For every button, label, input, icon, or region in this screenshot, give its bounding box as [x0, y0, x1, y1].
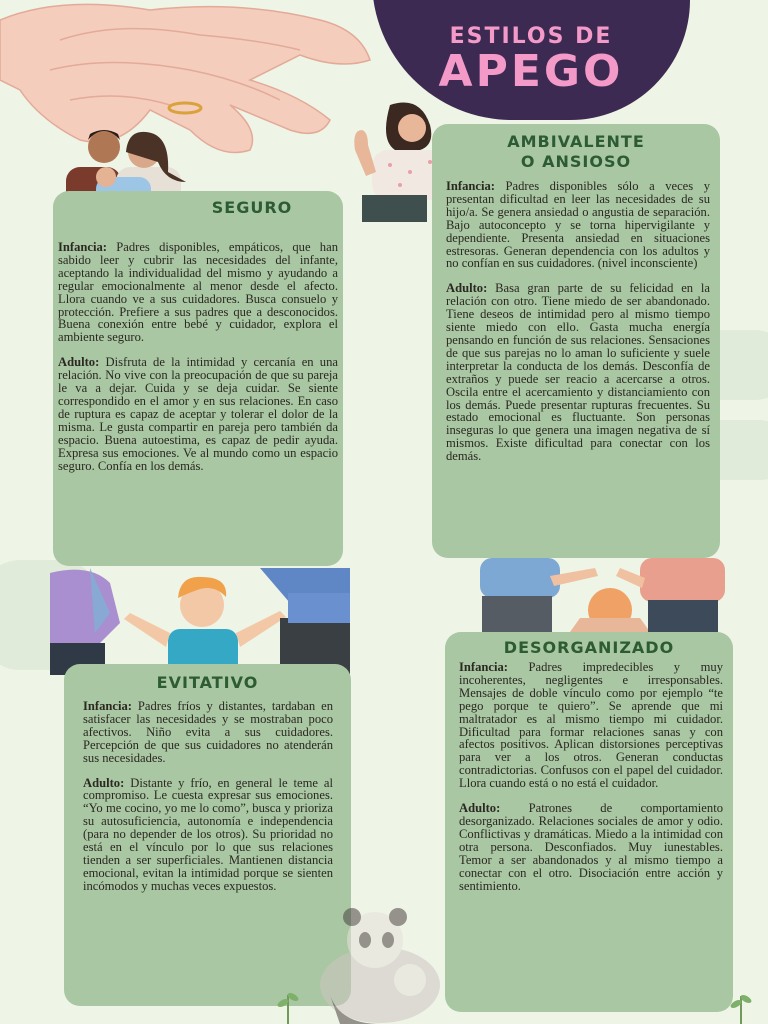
- evitativo-infancia-text: Padres fríos y distantes, tardaban en satisfacer las necesidades y se mostraban poco afectivos. Niño evita a sus cuidadores. Percepción de que sus cuidadores no atenderán sus necesidades.: [83, 699, 333, 765]
- ambivalente-title-line1: AMBIVALENTE: [507, 132, 645, 151]
- page-title-top: ESTILOS DE: [449, 24, 613, 49]
- card-desorganizado-text: [459, 661, 723, 904]
- desorganizado-infancia-label: Infancia:: [459, 660, 508, 674]
- plant-icon: [728, 990, 754, 1024]
- desorganizado-adulto-label: Adulto:: [459, 801, 501, 816]
- card-seguro-title: SEGURO: [211, 198, 293, 217]
- card-ambivalente-text: [446, 180, 710, 475]
- card-evitativo-title: EVITATIVO: [156, 673, 259, 692]
- seguro-infancia-text: Padres disponibles, empáticos, que han sabido leer y cubrir las necesidades del infante, aceptando la individualidad del mismo y ayudando a regular emocionalmente al menor desde el afecto. Llora cuando ve a sus cuidadores. Busca consuelo y protección. Prefiere a sus padres que a desconocidos. Buena conexión entre bebé y cuidador, explora el ambiente seguro.: [58, 240, 338, 345]
- panda-illustration: [300, 905, 470, 1024]
- conflict-illustration: [470, 558, 732, 632]
- desorganizado-adulto-text: Patrones de comportamiento desorganizado. Relaciones sociales de amor y odio. Conflictivas y dramáticas. Miedo a la intimidad con otra persona. Desconfiados. Muy iunestables. Temor a ser abandonados y al mismo tiempo a conectar con el otro. Disociación entre acción y sentimiento.: [459, 801, 723, 893]
- ambivalente-infancia-text: Padres disponibles sólo a veces y presentan dificultad en leer las necesidades de su hijo/a. Se genera ansiedad o angustia de separación. Bajo autoconcepto y se torna hipervigilante y dependiente. Presenta ansiedad en situaciones estresoras. Generan dependencia con los adultos y no confían en sus cuidadores. (nivel inconsciente): [446, 179, 710, 271]
- seguro-infancia-label: Infancia:: [58, 240, 107, 254]
- evitativo-adulto-label: Adulto:: [83, 775, 125, 790]
- evitativo-infancia-label: Infancia:: [83, 699, 132, 713]
- card-seguro-text: [58, 241, 338, 484]
- card-desorganizado-title: DESORGANIZADO: [503, 638, 675, 657]
- ambivalente-infancia-label: Infancia:: [446, 179, 495, 193]
- page-title: APEGO: [438, 46, 624, 97]
- card-evitativo-text: [83, 700, 333, 905]
- ambivalente-adulto-label: Adulto:: [446, 281, 488, 296]
- child-parents-illustration: [50, 563, 350, 675]
- seguro-adulto-label: Adulto:: [58, 355, 100, 370]
- seguro-adulto-text: Disfruta de la intimidad y cercanía en una relación. No vive con la preocupación de que su pareja le va a dejar. Cuida y se deja cuidar. Se siente correspondido en el amor y en sus relaciones. En caso de ruptura es capaz de aceptar y tolerar el dolor de la misma. Le gusta compartir en pareja pero también da espacio. Buena autoestima, es capaz de pedir ayuda. Expresa sus emociones. Ve al mundo como un espacio seguro. Confía en los demás.: [58, 355, 338, 473]
- plant-icon: [275, 985, 301, 1024]
- evitativo-adulto-text: Distante y frío, en general le teme al compromiso. Le cuesta expresar sus emociones. “Yo me cocino, yo me lo como”, busca y prioriza su autosuficiencia, autonomía e independencia (para no depender de los otros). Su prioridad no está en el vínculo por lo que sus relaciones tienden a ser superficiales. Mantienen distancia emocional, evitan la intimidad porque se sienten incómodos y muchas veces expuestos.: [83, 775, 333, 893]
- ambivalente-title-line2: O ANSIOSO: [520, 152, 632, 171]
- card-ambivalente-title: [482, 132, 670, 172]
- desorganizado-infancia-text: Padres impredecibles y muy incoherentes, negligentes e irresponsables. Mensajes de doble vínculo como por ejemplo “te pego porque te quiero”. Se aprende que mi maltratador es al mismo tiempo mi cuidador. Dificultad para formar relaciones sanas y con afectos positivos. Aplican distorsiones perceptivas para ver a los otros. Generan conductas contradictorias. Confusos con el papel del cuidador. Llora cuando está o no está el cuidador.: [459, 660, 723, 791]
- ambivalente-adulto-text: Basa gran parte de su felicidad en la relación con otro. Tiene miedo de ser abandonado. Tiene deseos de intimidad pero al mismo tiempo siente miedo con ello. Gasta mucha energía pensando en función de sus relaciones. Sensaciones de que sus parejas no lo aman lo suficiente y suele interpretar la conducta de los demás. Desconfía de extraños y puede ser reacio a acercarse a otros. Oscila entre el acercamiento y distanciamiento con los demás. Puede presentar rupturas frecuentes. Su estado emocional es fluctuante. Son personas inseguras lo que genera una imagen negativa de sí mismos. Existe dificultad para conectar con los demás.: [446, 281, 710, 464]
